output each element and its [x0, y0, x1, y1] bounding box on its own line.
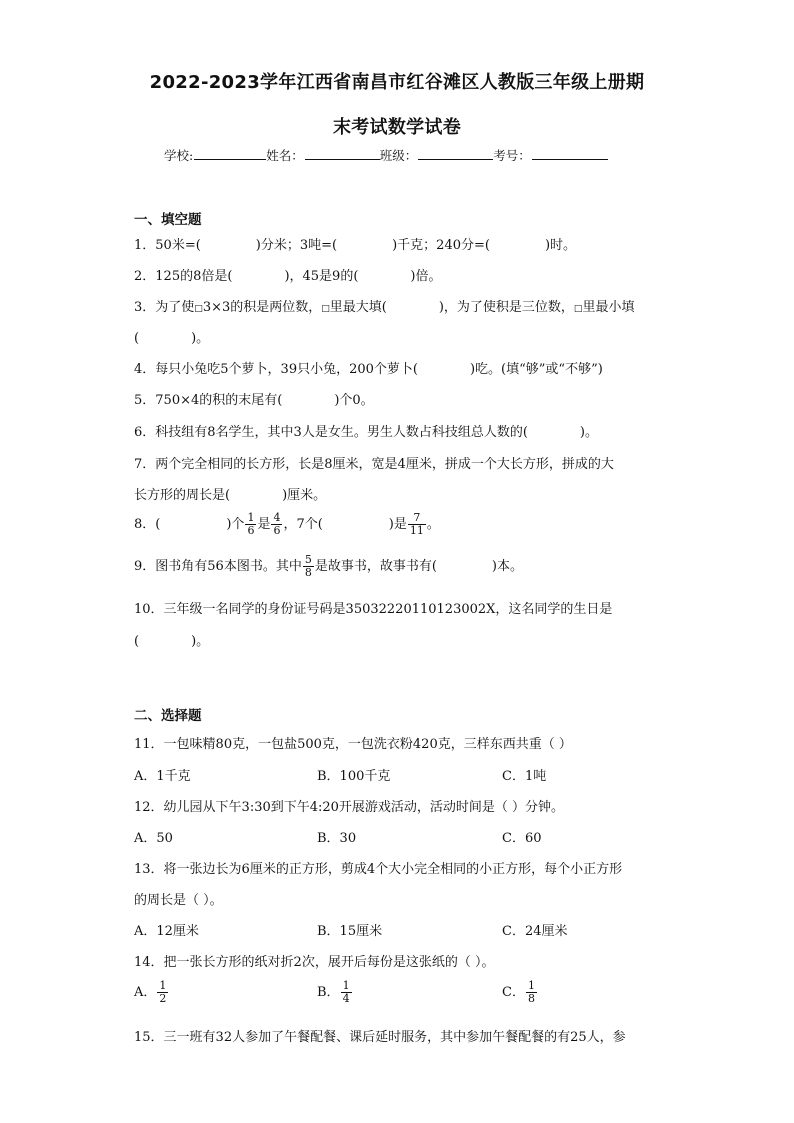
question-number: 3． [134, 300, 156, 315]
denominator: 4 [342, 992, 350, 1005]
q8-text: )个 [226, 517, 245, 532]
school-label: 学校: [164, 148, 194, 163]
question-9 [134, 554, 523, 579]
fraction-1-2 [157, 980, 168, 1005]
option-c[interactable]: C．24厘米 [502, 924, 568, 939]
option-label: A． [134, 985, 157, 1000]
denominator: 2 [159, 992, 167, 1005]
section-choice-heading: 二、选择题 [134, 708, 202, 724]
fraction-4-6 [271, 512, 282, 537]
exam-title-line1: 2022-2023学年江西省南昌市红谷滩区人教版三年级上册期 [149, 72, 645, 93]
q6-text: )。 [579, 425, 598, 440]
denominator: 11 [409, 524, 424, 537]
q3-text: )。 [191, 331, 210, 346]
question-7 [134, 453, 614, 472]
q8-text: ，7个( [283, 517, 323, 532]
q6-text: 科技组有8名学生，其中3人是女生。男生人数占科技组总人数的( [155, 425, 528, 440]
option-a[interactable]: A．50 [134, 831, 173, 846]
denominator: 6 [247, 524, 255, 537]
question-number: 6． [134, 425, 156, 440]
question-4 [134, 358, 603, 377]
q4-text: 每只小兔吃5个萝卜，39只小兔，200个萝卜( [155, 362, 418, 377]
fraction-1-4 [341, 980, 352, 1005]
q10-text: )。 [191, 634, 210, 649]
question-1 [134, 234, 576, 253]
question-3 [134, 296, 634, 315]
option-label: C． [502, 985, 525, 1000]
exam-title-line2: 末考试数学试卷 [332, 117, 462, 138]
numerator: 4 [273, 511, 281, 524]
question-number: 9． [134, 559, 156, 574]
denominator: 6 [273, 524, 281, 537]
q3-text: )，为了使积是三位数， [438, 300, 574, 315]
numerator: 5 [304, 553, 312, 566]
q5-text: 750×4的积的末尾有( [155, 393, 283, 408]
blank-square-icon: □ [321, 304, 330, 314]
student-info-line [164, 146, 608, 164]
q1-text: )时。 [544, 238, 577, 253]
blank-square-icon: □ [194, 304, 203, 314]
option-c[interactable]: C．60 [502, 831, 542, 846]
question-number: 2． [134, 269, 156, 284]
question-6 [134, 421, 598, 440]
numerator: 1 [527, 979, 535, 992]
question-8 [134, 512, 440, 537]
exam-no-label: 考号： [493, 148, 531, 163]
class-label: 班级： [379, 148, 418, 163]
numerator: 7 [408, 512, 426, 525]
option-b[interactable]: B．15厘米 [317, 924, 383, 939]
school-blank[interactable] [194, 148, 266, 160]
q2-text: )，45是9的( [284, 269, 359, 284]
q3-text: 里最大填( [329, 300, 387, 315]
q1-text: )分米；3吨=( [255, 238, 338, 253]
section-fill-in-heading: 一、填空题 [134, 212, 202, 228]
option-label: B． [317, 985, 340, 1000]
q9-text: 是故事书，故事书有( [314, 559, 437, 574]
q8-text: )是 [388, 517, 407, 532]
exam-no-blank[interactable] [532, 148, 608, 160]
q10-text: ( [134, 634, 140, 649]
class-blank[interactable] [418, 148, 493, 160]
numerator: 1 [159, 979, 167, 992]
q8-text: 是 [257, 517, 271, 532]
denominator: 8 [304, 566, 312, 579]
question-13-line2: 的周长是（ ）。 [134, 893, 223, 908]
blank-square-icon: □ [573, 304, 583, 314]
name-blank[interactable] [305, 148, 380, 160]
numerator: 1 [247, 511, 255, 524]
q1-text: 50米=( [155, 238, 201, 253]
option-c[interactable] [502, 980, 538, 1005]
question-15: 15．三一班有32人参加了午餐配餐、课后延时服务，其中参加午餐配餐的有25人，参 [134, 1030, 626, 1045]
fraction-1-6 [245, 512, 256, 537]
question-10 [134, 598, 612, 617]
q3-text: 里最小填 [582, 300, 635, 315]
option-a[interactable] [134, 980, 169, 1005]
fraction-5-8 [303, 554, 314, 579]
question-3-line2 [134, 327, 209, 346]
question-2 [134, 265, 441, 284]
question-number: 7． [134, 457, 156, 472]
q8-text: 。 [426, 517, 440, 532]
question-14: 14．把一张长方形的纸对折2次，展开后每份是这张纸的（ ）。 [134, 955, 495, 970]
q9-text: 图书角有56本图书。其中 [155, 559, 302, 574]
name-label: 姓名： [266, 148, 304, 163]
q3-text: 为了使 [155, 300, 195, 315]
q5-text: )个0。 [334, 393, 374, 408]
q9-text: )本。 [491, 559, 523, 574]
q10-text: 三年级一名同学的身份证号码是350322201101230​02X，这名同学的生日是 [163, 602, 613, 617]
q4-text: )吃。(填“够”或“不够”) [469, 362, 603, 377]
question-7-line2 [134, 484, 326, 503]
question-number: 8． [134, 517, 156, 532]
q7-text: )厘米。 [282, 488, 327, 503]
q3-text: 3×3的积是两位数， [202, 300, 322, 315]
question-10-line2 [134, 630, 209, 649]
question-12: 12．幼儿园从下午3:30到下午4:20开展游戏活动，活动时间是（ ）分钟。 [134, 800, 565, 815]
option-a[interactable]: A．1千克 [134, 769, 191, 784]
question-5 [134, 389, 374, 408]
question-11: 11．一包味精80克，一包盐500克，一包洗衣粉420克，三样东西共重（ ） [134, 737, 572, 752]
fraction-1-8 [526, 980, 537, 1005]
q2-text: 125的8倍是( [155, 269, 233, 284]
option-a[interactable]: A．12厘米 [134, 924, 199, 939]
question-number: 4． [134, 362, 156, 377]
question-13: 13．将一张边长为6厘米的正方形，剪成4个大小完全相同的小正方形，每个小正方形 [134, 862, 623, 877]
q7-text: 两个完全相同的长方形，长是8厘米，宽是4厘米，拼成一个大长方形，拼成的大 [155, 457, 614, 472]
numerator: 1 [342, 979, 350, 992]
denominator: 8 [527, 992, 535, 1005]
q7-text: 长方形的周长是( [134, 488, 231, 503]
question-number: 5． [134, 393, 156, 408]
q2-text: )倍。 [410, 269, 442, 284]
option-b[interactable]: B．30 [317, 831, 357, 846]
q1-text: )千克；240分=( [392, 238, 490, 253]
q8-text: ( [155, 517, 161, 532]
option-c[interactable]: C．1吨 [502, 769, 547, 784]
question-number: 10． [134, 602, 164, 617]
q3-text: ( [134, 331, 140, 346]
fraction-7-11 [408, 512, 426, 537]
question-number: 1． [134, 238, 156, 253]
option-b[interactable] [317, 980, 353, 1005]
option-b[interactable]: B．100千克 [317, 769, 391, 784]
